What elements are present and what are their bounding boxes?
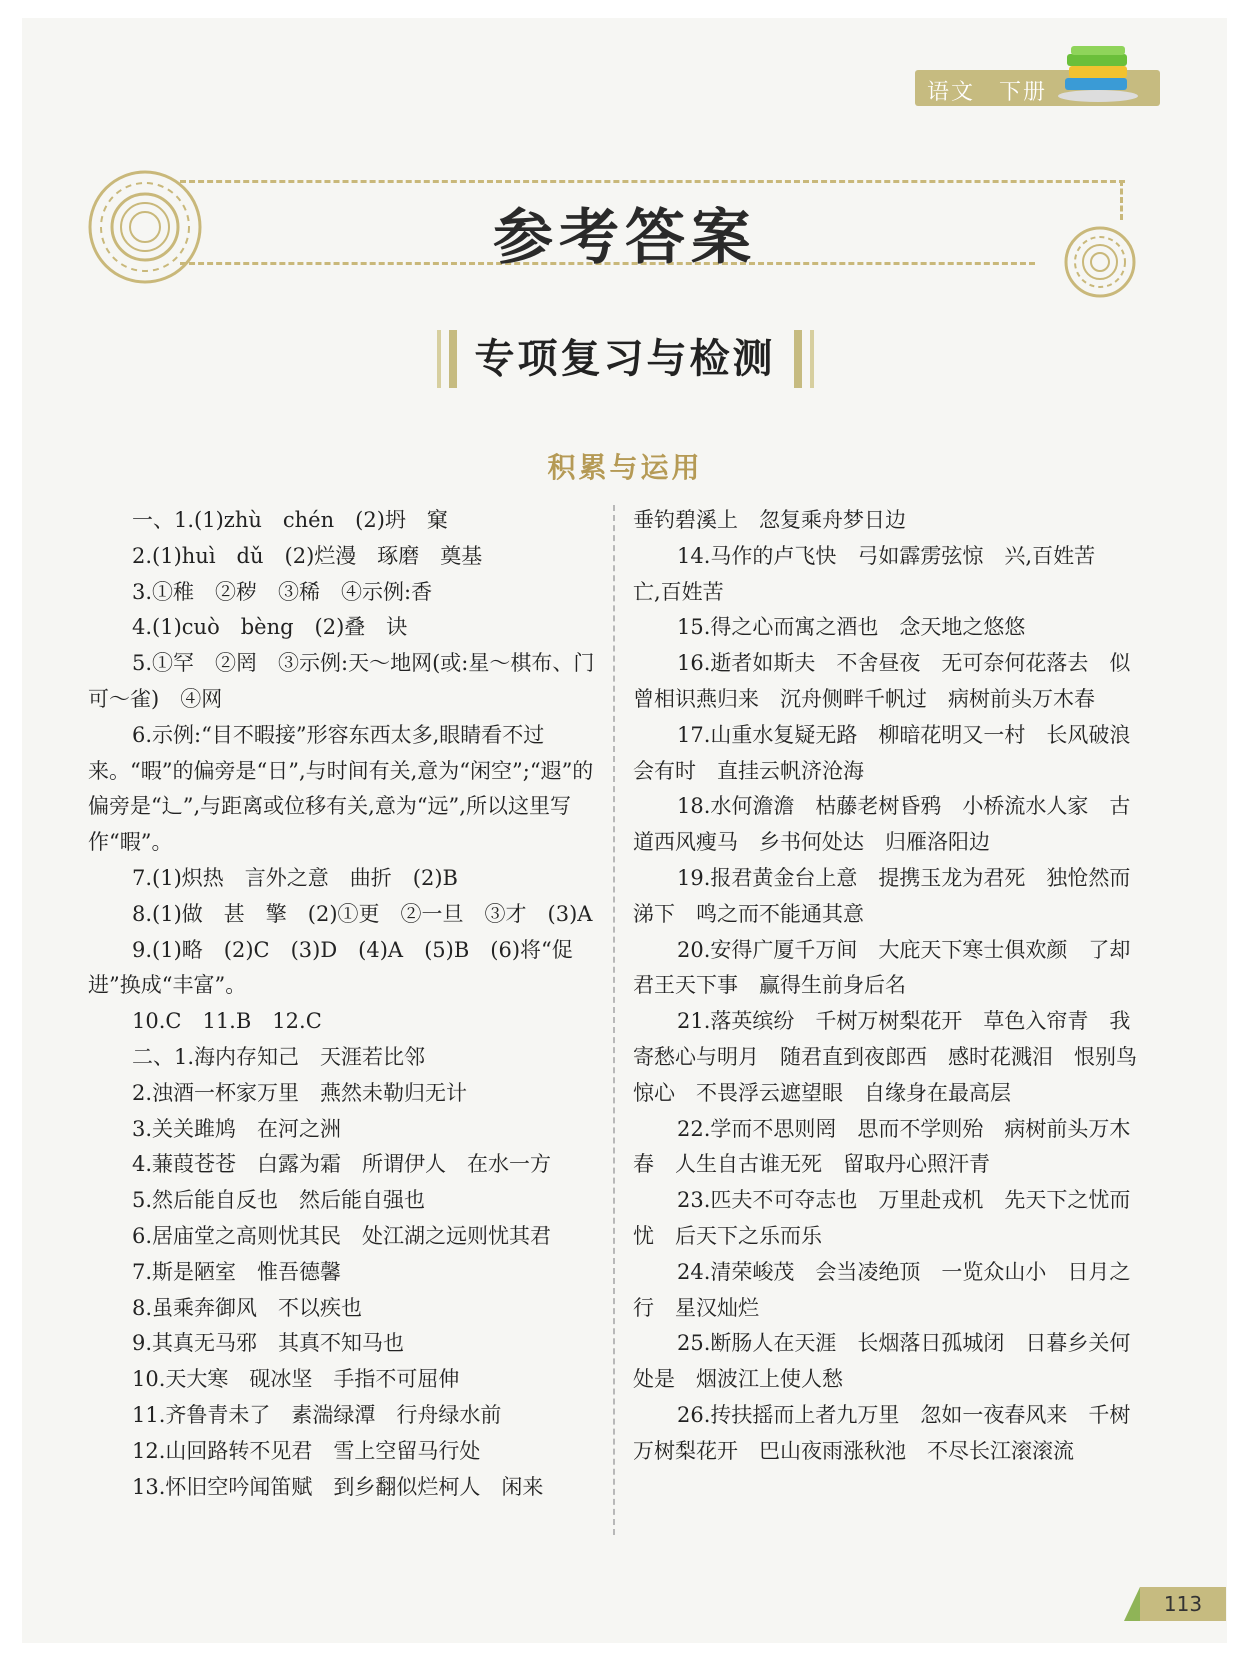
page-number: 113 <box>1140 1587 1226 1621</box>
answer-line: 16.逝者如斯夫 不舍昼夜 无可奈何花落去 似曾相识燕归来 沉舟侧畔千帆过 病树前头万木春 <box>633 651 1131 711</box>
answer-line: 17.山重水复疑无路 柳暗花明又一村 长风破浪会有时 直挂云帆济沧海 <box>633 722 1131 783</box>
answer-line: 9.其真无马邪 其真不知马也 <box>132 1331 405 1356</box>
answer-line: 8.(1)做 甚 擎 (2)①更 ②一旦 ③才 (3)A <box>132 901 593 926</box>
column-divider <box>613 505 615 1535</box>
answer-line: 4.(1)cuò bèng (2)叠 诀 <box>132 615 408 640</box>
answer-line: 7.(1)炽热 言外之意 曲折 (2)B <box>132 865 458 890</box>
answer-line: 18.水何澹澹 枯藤老树昏鸦 小桥流水人家 古道西风瘦马 乡书何处达 归雁洛阳边 <box>633 794 1131 855</box>
books-icon <box>1053 44 1143 104</box>
answer-line: 14.马作的卢飞快 弓如霹雳弦惊 兴,百姓苦 亡,百姓苦 <box>633 543 1117 604</box>
answer-line: 13.怀旧空吟闻笛赋 到乡翻似烂柯人 闲来 <box>132 1474 544 1499</box>
answer-line: 23.匹夫不可夺志也 万里赴戎机 先天下之忧而忧 后天下之乐而乐 <box>633 1188 1131 1248</box>
section-heading <box>0 330 1250 388</box>
answer-line: 12.山回路转不见君 雪上空留马行处 <box>132 1438 481 1463</box>
answer-line: 2.(1)huì dǔ (2)烂漫 琢磨 奠基 <box>132 543 483 568</box>
right-answer-column <box>633 503 1143 1470</box>
subject-tag <box>915 70 1160 106</box>
answer-line: 9.(1)略 (2)C (3)D (4)A (5)B (6)将“促进”换成“丰富”。 <box>88 937 573 998</box>
answer-line: 3.关关雎鸠 在河之洲 <box>132 1116 342 1141</box>
answer-line: 15.得之心而寓之酒也 念天地之悠悠 <box>677 615 1026 640</box>
subsection-heading: 积累与运用 <box>547 451 703 484</box>
section-heading-label: 专项复习与检测 <box>474 336 776 382</box>
answer-line: 19.报君黄金台上意 提携玉龙为君死 独怆然而涕下 鸣之而不能通其意 <box>633 865 1131 926</box>
answer-line: 3.①稚 ②秽 ③稀 ④示例:香 <box>132 579 433 604</box>
answer-line: 26.抟扶摇而上者九万里 忽如一夜春风来 千树万树梨花开 巴山夜雨涨秋池 不尽长江滚滚流 <box>633 1402 1131 1463</box>
answer-line: 5.①罕 ②罔 ③示例:天～地网(或:星～棋布、门可～雀) ④网 <box>88 651 595 711</box>
answer-line: 21.落英缤纷 千树万树梨花开 草色入帘青 我寄愁心与明月 随君直到夜郎西 感时花溅泪 恨别鸟惊心 不畏浮云遮望眼 自缘身在最高层 <box>633 1009 1137 1105</box>
answer-line: 10.天大寒 砚冰坚 手指不可屈伸 <box>132 1367 460 1392</box>
answer-line: 2.浊酒一杯家万里 燕然未勒归无计 <box>132 1080 468 1105</box>
answer-line: 24.清荣峻茂 会当凌绝顶 一览众山小 日月之行 星汉灿烂 <box>633 1259 1131 1320</box>
answer-line: 25.断肠人在天涯 长烟落日孤城闭 日暮乡关何处是 烟波江上使人愁 <box>633 1331 1131 1392</box>
page-title: 参考答案 <box>493 203 757 273</box>
answer-line: 5.然后能自反也 然后能自强也 <box>132 1188 426 1213</box>
answer-line: 垂钓碧溪上 忽复乘舟梦日边 <box>633 508 906 532</box>
page-number-corner <box>1124 1587 1140 1621</box>
subject-tag-label: 语文 下册 <box>927 80 1048 105</box>
answer-line: 11.齐鲁青未了 素湍绿潭 行舟绿水前 <box>132 1402 502 1427</box>
answer-line: 6.居庙堂之高则忧其民 处江湖之远则忧其君 <box>132 1223 552 1248</box>
answer-line: 20.安得广厦千万间 大庇天下寒士俱欢颜 了却君王天下事 赢得生前身后名 <box>633 937 1131 998</box>
answer-line: 6.示例:“目不暇接”形容东西太多,眼睛看不过来。“暇”的偏旁是“日”,与时间有关,意为“闲空”;“遐”的偏旁是“辶”,与距离或位移有关,意为“远”,所以这里写作“暇”。 <box>88 722 594 855</box>
answer-line: 22.学而不思则罔 思而不学则殆 病树前头万木春 人生自古谁无死 留取丹心照汗青 <box>633 1116 1131 1177</box>
answer-line: 二、1.海内存知己 天涯若比邻 <box>132 1044 426 1069</box>
answer-line: 10.C 11.B 12.C <box>132 1009 322 1034</box>
answer-line: 一、1.(1)zhù chén (2)坍 窠 <box>132 508 448 532</box>
left-answer-column <box>88 503 598 1505</box>
answer-line: 7.斯是陋室 惟吾德馨 <box>132 1259 342 1284</box>
answer-line: 8.虽乘奔御风 不以疾也 <box>132 1295 363 1320</box>
answer-line: 4.蒹葭苍苍 白露为霜 所谓伊人 在水一方 <box>132 1152 552 1177</box>
